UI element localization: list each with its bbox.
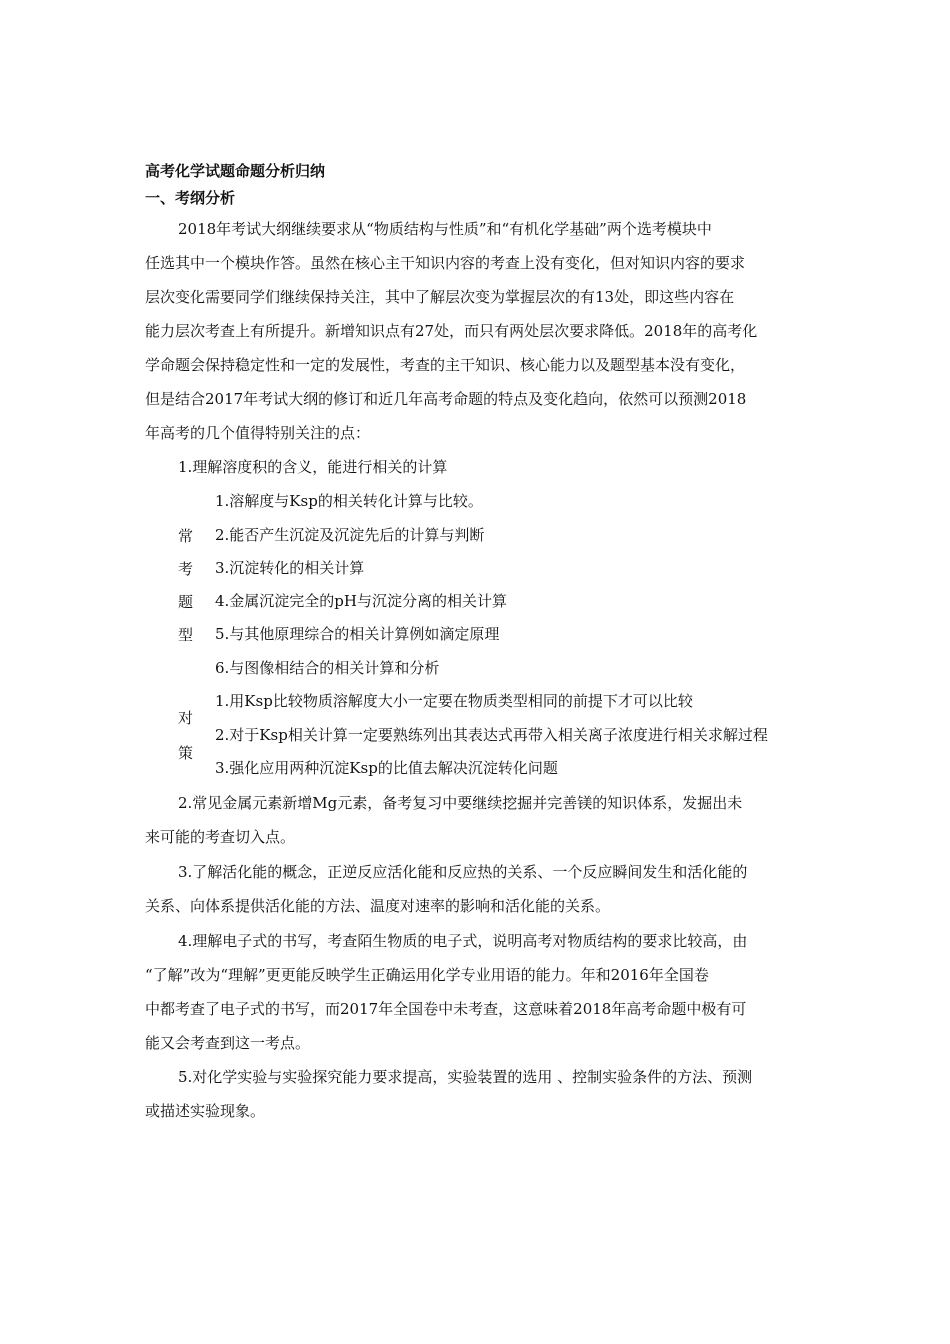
- common-item: 3.沉淀转化的相关计算: [215, 559, 365, 577]
- point-4-line: “了解”改为“理解”更更能反映学生正确运用化学专业用语的能力。年和2016年全国卷: [145, 966, 709, 984]
- common-item: 6.与图像相结合的相关计算和分析: [215, 659, 440, 677]
- intro-line: 能力层次考查上有所提升。新增知识点有27处，而只有两处层次要求降低。2018年的高考化: [145, 322, 758, 340]
- point-4-line: 4.理解电子式的书写，考查陌生物质的电子式，说明高考对物质结构的要求比较高，由: [178, 932, 748, 950]
- point-5-line: 或描述实验现象。: [145, 1102, 266, 1120]
- strategy-item: 1.用Ksp比较物质溶解度大小一定要在物质类型相同的前提下才可以比较: [215, 692, 693, 710]
- point-3-line: 3.了解活化能的概念，正逆反应活化能和反应热的关系、一个反应瞬间发生和活化能的: [178, 863, 748, 881]
- common-item: 5.与其他原理综合的相关计算例如滴定原理: [215, 625, 500, 643]
- point-2-line: 2.常见金属元素新增Mg元素，备考复习中要继续挖掘并完善镁的知识体系，发掘出未: [178, 794, 743, 812]
- intro-line: 任选其中一个模块作答。虽然在核心主干知识内容的考查上没有变化，但对知识内容的要求: [145, 254, 746, 272]
- common-label-char: 考: [178, 560, 194, 578]
- point-3-line: 关系、向体系提供活化能的方法、温度对速率的影响和活化能的关系。: [145, 897, 611, 915]
- common-label-char: 型: [178, 626, 194, 644]
- document-title: 高考化学试题命题分析归纳: [145, 162, 326, 180]
- common-item: 4.金属沉淀完全的pH与沉淀分离的相关计算: [215, 592, 507, 610]
- strategy-item: 2.对于Ksp相关计算一定要熟练列出其表达式再带入相关离子浓度进行相关求解过程: [215, 726, 768, 744]
- point-1-heading: 1.理解溶度积的含义，能进行相关的计算: [178, 458, 448, 476]
- intro-line: 2018年考试大纲继续要求从“物质结构与性质”和“有机化学基础”两个选考模块中: [178, 220, 712, 238]
- section-heading: 一、考纲分析: [145, 189, 236, 207]
- point-4-line: 能又会考查到这一考点。: [145, 1034, 311, 1052]
- intro-line: 但是结合2017年考试大纲的修订和近几年高考命题的特点及变化趋向，依然可以预测2018: [145, 390, 747, 408]
- intro-line: 学命题会保持稳定性和一定的发展性，考查的主干知识、核心能力以及题型基本没有变化，: [145, 356, 746, 374]
- strategy-label-char: 策: [178, 744, 194, 762]
- intro-line: 年高考的几个值得特别关注的点：: [145, 424, 371, 442]
- point-4-line: 中都考查了电子式的书写，而2017年全国卷中未考查，这意味着2018年高考命题中极有可: [145, 1000, 747, 1018]
- strategy-item: 3.强化应用两种沉淀Ksp的比值去解决沉淀转化问题: [215, 759, 558, 777]
- point-2-line: 来可能的考查切入点。: [145, 828, 296, 846]
- common-label-char: 常: [178, 527, 194, 545]
- common-item: 2.能否产生沉淀及沉淀先后的计算与判断: [215, 526, 485, 544]
- point-5-line: 5.对化学实验与实验探究能力要求提高，实验装置的选用 、控制实验条件的方法、预测: [178, 1068, 753, 1086]
- common-label-char: 题: [178, 593, 194, 611]
- intro-line: 层次变化需要同学们继续保持关注，其中了解层次变为掌握层次的有13处，即这些内容在: [145, 288, 735, 306]
- strategy-label-char: 对: [178, 709, 194, 727]
- common-item: 1.溶解度与Ksp的相关转化计算与比较。: [215, 492, 483, 510]
